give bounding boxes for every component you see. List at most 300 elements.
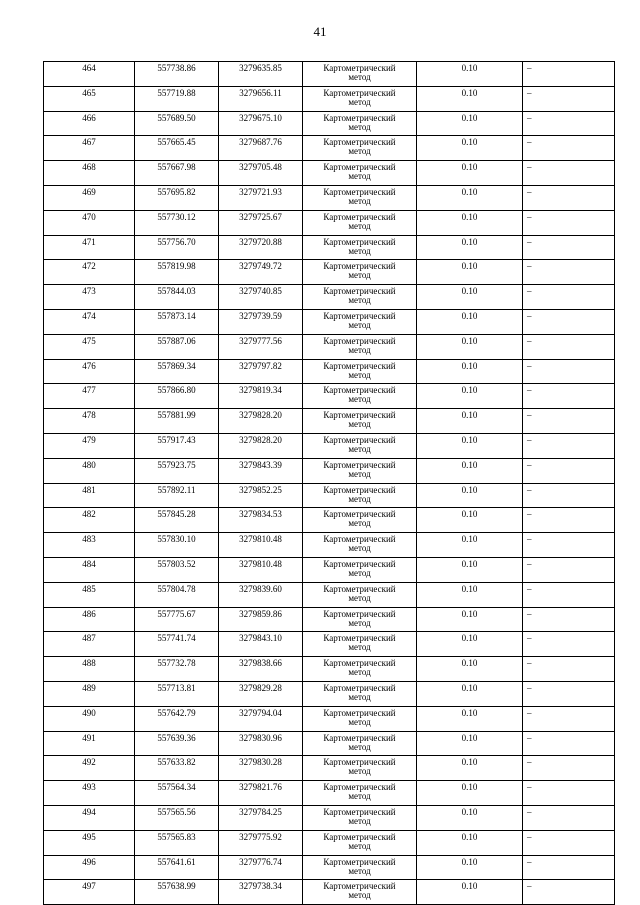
accuracy-cell: 0.10 (417, 185, 523, 210)
table-row (44, 111, 615, 136)
method-line-1: Картометрический (323, 608, 396, 619)
x-coordinate-cell: 557775.67 (135, 607, 219, 632)
method-line-2: метод (348, 766, 371, 777)
method-line-1: Картометрический (323, 484, 396, 495)
point-number-cell: 470 (44, 210, 135, 235)
y-coordinate-cell: 3279725.67 (219, 210, 303, 235)
note-cell: – (523, 880, 615, 905)
method-line-1: Картометрический (323, 286, 396, 297)
x-coordinate-cell: 557713.81 (135, 681, 219, 706)
method-line-2: метод (348, 270, 371, 281)
y-coordinate-cell: 3279776.74 (219, 855, 303, 880)
note-cell: – (523, 161, 615, 186)
note-cell: – (523, 334, 615, 359)
accuracy-cell: 0.10 (417, 557, 523, 582)
accuracy-cell: 0.10 (417, 830, 523, 855)
method-line-1: Картометрический (323, 831, 396, 842)
method-line-1: Картометрический (323, 63, 396, 73)
point-number-cell: 486 (44, 607, 135, 632)
method-line-2: метод (348, 667, 371, 678)
method-line-2: метод (348, 245, 371, 256)
point-number-cell: 464 (44, 62, 135, 87)
accuracy-cell: 0.10 (417, 433, 523, 458)
accuracy-cell: 0.10 (417, 805, 523, 830)
method-line-1: Картометрический (323, 261, 396, 272)
y-coordinate-cell: 3279838.66 (219, 657, 303, 682)
method-line-2: метод (348, 592, 371, 603)
point-number-cell: 465 (44, 86, 135, 111)
method-cell (303, 483, 417, 508)
point-number-cell: 479 (44, 433, 135, 458)
y-coordinate-cell: 3279720.88 (219, 235, 303, 260)
method-cell (303, 632, 417, 657)
method-line-1: Картометрический (323, 186, 396, 197)
point-number-cell: 471 (44, 235, 135, 260)
y-coordinate-cell: 3279739.59 (219, 309, 303, 334)
table-row (44, 830, 615, 855)
method-line-2: метод (348, 419, 371, 430)
note-cell: – (523, 86, 615, 111)
method-line-1: Картометрический (323, 360, 396, 371)
method-cell (303, 285, 417, 310)
accuracy-cell: 0.10 (417, 706, 523, 731)
method-line-2: метод (348, 443, 371, 454)
note-cell: – (523, 62, 615, 87)
accuracy-cell: 0.10 (417, 533, 523, 558)
y-coordinate-cell: 3279810.48 (219, 533, 303, 558)
y-coordinate-cell: 3279797.82 (219, 359, 303, 384)
x-coordinate-cell: 557695.82 (135, 185, 219, 210)
method-line-2: метод (348, 394, 371, 405)
method-line-1: Картометрический (323, 434, 396, 445)
point-number-cell: 493 (44, 781, 135, 806)
coordinates-table (43, 61, 615, 905)
table-row (44, 458, 615, 483)
method-cell (303, 508, 417, 533)
accuracy-cell: 0.10 (417, 111, 523, 136)
note-cell: – (523, 830, 615, 855)
point-number-cell: 484 (44, 557, 135, 582)
x-coordinate-cell: 557923.75 (135, 458, 219, 483)
method-line-1: Картометрический (323, 137, 396, 148)
method-cell (303, 681, 417, 706)
point-number-cell: 473 (44, 285, 135, 310)
method-line-1: Картометрический (323, 112, 396, 123)
point-number-cell: 469 (44, 185, 135, 210)
point-number-cell: 495 (44, 830, 135, 855)
accuracy-cell: 0.10 (417, 657, 523, 682)
y-coordinate-cell: 3279830.96 (219, 731, 303, 756)
method-cell (303, 111, 417, 136)
method-cell (303, 334, 417, 359)
accuracy-cell: 0.10 (417, 781, 523, 806)
point-number-cell: 478 (44, 409, 135, 434)
method-cell (303, 582, 417, 607)
x-coordinate-cell: 557866.80 (135, 384, 219, 409)
method-line-1: Картометрический (323, 856, 396, 867)
method-cell (303, 855, 417, 880)
y-coordinate-cell: 3279828.20 (219, 433, 303, 458)
accuracy-cell: 0.10 (417, 260, 523, 285)
y-coordinate-cell: 3279705.48 (219, 161, 303, 186)
method-line-2: метод (348, 468, 371, 479)
accuracy-cell: 0.10 (417, 582, 523, 607)
table-row (44, 309, 615, 334)
x-coordinate-cell: 557741.74 (135, 632, 219, 657)
point-number-cell: 489 (44, 681, 135, 706)
y-coordinate-cell: 3279656.11 (219, 86, 303, 111)
accuracy-cell: 0.10 (417, 359, 523, 384)
point-number-cell: 497 (44, 880, 135, 905)
method-line-2: метод (348, 344, 371, 355)
note-cell: – (523, 582, 615, 607)
method-line-1: Картометрический (323, 806, 396, 817)
note-cell: – (523, 210, 615, 235)
point-number-cell: 466 (44, 111, 135, 136)
method-line-2: метод (348, 642, 371, 653)
method-line-2: метод (348, 890, 371, 901)
method-cell (303, 384, 417, 409)
accuracy-cell: 0.10 (417, 334, 523, 359)
point-number-cell: 476 (44, 359, 135, 384)
accuracy-cell: 0.10 (417, 210, 523, 235)
accuracy-cell: 0.10 (417, 285, 523, 310)
x-coordinate-cell: 557830.10 (135, 533, 219, 558)
y-coordinate-cell: 3279859.86 (219, 607, 303, 632)
method-line-2: метод (348, 295, 371, 306)
note-cell: – (523, 359, 615, 384)
accuracy-cell: 0.10 (417, 607, 523, 632)
note-cell: – (523, 681, 615, 706)
accuracy-cell: 0.10 (417, 309, 523, 334)
table-row (44, 582, 615, 607)
point-number-cell: 480 (44, 458, 135, 483)
method-cell (303, 260, 417, 285)
point-number-cell: 472 (44, 260, 135, 285)
note-cell: – (523, 136, 615, 161)
y-coordinate-cell: 3279839.60 (219, 582, 303, 607)
method-line-1: Картометрический (323, 782, 396, 793)
method-cell (303, 756, 417, 781)
x-coordinate-cell: 557804.78 (135, 582, 219, 607)
y-coordinate-cell: 3279635.85 (219, 62, 303, 87)
table-row (44, 731, 615, 756)
page-number: 41 (313, 24, 327, 39)
y-coordinate-cell: 3279829.28 (219, 681, 303, 706)
table-row (44, 136, 615, 161)
y-coordinate-cell: 3279830.28 (219, 756, 303, 781)
method-line-1: Картометрический (323, 682, 396, 693)
x-coordinate-cell: 557638.99 (135, 880, 219, 905)
y-coordinate-cell: 3279740.85 (219, 285, 303, 310)
accuracy-cell: 0.10 (417, 86, 523, 111)
note-cell: – (523, 111, 615, 136)
point-number-cell: 475 (44, 334, 135, 359)
method-line-1: Картометрический (323, 211, 396, 222)
method-cell (303, 458, 417, 483)
method-line-1: Картометрический (323, 534, 396, 545)
x-coordinate-cell: 557803.52 (135, 557, 219, 582)
accuracy-cell: 0.10 (417, 235, 523, 260)
accuracy-cell: 0.10 (417, 880, 523, 905)
x-coordinate-cell: 557756.70 (135, 235, 219, 260)
method-line-1: Картометрический (323, 583, 396, 594)
x-coordinate-cell: 557689.50 (135, 111, 219, 136)
y-coordinate-cell: 3279843.10 (219, 632, 303, 657)
method-line-1: Картометрический (323, 732, 396, 743)
method-cell (303, 731, 417, 756)
note-cell: – (523, 235, 615, 260)
method-line-1: Картометрический (323, 757, 396, 768)
note-cell: – (523, 805, 615, 830)
method-line-2: метод (348, 146, 371, 157)
method-line-2: метод (348, 96, 371, 107)
table-row (44, 62, 615, 87)
accuracy-cell: 0.10 (417, 632, 523, 657)
method-cell (303, 210, 417, 235)
accuracy-cell: 0.10 (417, 483, 523, 508)
method-line-2: метод (348, 865, 371, 876)
accuracy-cell: 0.10 (417, 681, 523, 706)
point-number-cell: 474 (44, 309, 135, 334)
accuracy-cell: 0.10 (417, 855, 523, 880)
point-number-cell: 490 (44, 706, 135, 731)
y-coordinate-cell: 3279821.76 (219, 781, 303, 806)
point-number-cell: 477 (44, 384, 135, 409)
point-number-cell: 492 (44, 756, 135, 781)
x-coordinate-cell: 557887.06 (135, 334, 219, 359)
method-line-2: метод (348, 121, 371, 132)
method-line-2: метод (348, 716, 371, 727)
y-coordinate-cell: 3279721.93 (219, 185, 303, 210)
note-cell: – (523, 706, 615, 731)
x-coordinate-cell: 557732.78 (135, 657, 219, 682)
table-row (44, 235, 615, 260)
y-coordinate-cell: 3279834.53 (219, 508, 303, 533)
method-cell (303, 161, 417, 186)
note-cell: – (523, 756, 615, 781)
method-line-2: метод (348, 543, 371, 554)
table-row (44, 433, 615, 458)
method-cell (303, 309, 417, 334)
method-cell (303, 433, 417, 458)
table-row (44, 557, 615, 582)
method-line-2: метод (348, 72, 371, 82)
table-row (44, 409, 615, 434)
method-line-1: Картометрический (323, 658, 396, 669)
method-line-2: метод (348, 171, 371, 182)
x-coordinate-cell: 557844.03 (135, 285, 219, 310)
table-row (44, 161, 615, 186)
point-number-cell: 496 (44, 855, 135, 880)
point-number-cell: 488 (44, 657, 135, 682)
method-line-1: Картометрический (323, 87, 396, 98)
note-cell: – (523, 781, 615, 806)
table-row (44, 185, 615, 210)
method-cell (303, 409, 417, 434)
point-number-cell: 494 (44, 805, 135, 830)
note-cell: – (523, 309, 615, 334)
y-coordinate-cell: 3279794.04 (219, 706, 303, 731)
note-cell: – (523, 260, 615, 285)
note-cell: – (523, 508, 615, 533)
table-row (44, 359, 615, 384)
method-line-2: метод (348, 815, 371, 826)
method-cell (303, 880, 417, 905)
table-row (44, 781, 615, 806)
method-cell (303, 557, 417, 582)
accuracy-cell: 0.10 (417, 384, 523, 409)
table-row (44, 607, 615, 632)
note-cell: – (523, 458, 615, 483)
note-cell: – (523, 657, 615, 682)
table-row (44, 657, 615, 682)
point-number-cell: 483 (44, 533, 135, 558)
method-line-1: Картометрический (323, 385, 396, 396)
method-cell (303, 781, 417, 806)
table-row (44, 706, 615, 731)
table-row (44, 805, 615, 830)
method-cell (303, 805, 417, 830)
note-cell: – (523, 185, 615, 210)
table-row (44, 632, 615, 657)
method-line-2: метод (348, 369, 371, 380)
table-row (44, 285, 615, 310)
x-coordinate-cell: 557869.34 (135, 359, 219, 384)
table-row (44, 334, 615, 359)
point-number-cell: 468 (44, 161, 135, 186)
x-coordinate-cell: 557565.56 (135, 805, 219, 830)
method-line-2: метод (348, 220, 371, 231)
accuracy-cell: 0.10 (417, 136, 523, 161)
x-coordinate-cell: 557641.61 (135, 855, 219, 880)
y-coordinate-cell: 3279784.25 (219, 805, 303, 830)
table-row (44, 880, 615, 905)
method-line-2: метод (348, 691, 371, 702)
point-number-cell: 482 (44, 508, 135, 533)
method-line-1: Картометрический (323, 310, 396, 321)
method-cell (303, 607, 417, 632)
table-row (44, 483, 615, 508)
point-number-cell: 487 (44, 632, 135, 657)
note-cell: – (523, 409, 615, 434)
method-line-1: Картометрический (323, 707, 396, 718)
method-line-2: метод (348, 195, 371, 206)
table-body (44, 62, 615, 905)
y-coordinate-cell: 3279687.76 (219, 136, 303, 161)
method-line-2: метод (348, 840, 371, 851)
note-cell: – (523, 557, 615, 582)
table-row (44, 756, 615, 781)
table-row (44, 508, 615, 533)
method-line-2: метод (348, 617, 371, 628)
x-coordinate-cell: 557639.36 (135, 731, 219, 756)
y-coordinate-cell: 3279775.92 (219, 830, 303, 855)
x-coordinate-cell: 557665.45 (135, 136, 219, 161)
note-cell: – (523, 384, 615, 409)
method-line-2: метод (348, 319, 371, 330)
x-coordinate-cell: 557881.99 (135, 409, 219, 434)
method-cell (303, 136, 417, 161)
method-line-1: Картометрический (323, 459, 396, 470)
method-line-2: метод (348, 567, 371, 578)
table-row (44, 86, 615, 111)
table-row (44, 855, 615, 880)
method-line-1: Картометрический (323, 881, 396, 892)
note-cell: – (523, 855, 615, 880)
x-coordinate-cell: 557719.88 (135, 86, 219, 111)
note-cell: – (523, 285, 615, 310)
point-number-cell: 491 (44, 731, 135, 756)
note-cell: – (523, 533, 615, 558)
method-line-1: Картометрический (323, 162, 396, 173)
y-coordinate-cell: 3279749.72 (219, 260, 303, 285)
x-coordinate-cell: 557633.82 (135, 756, 219, 781)
table-row (44, 384, 615, 409)
x-coordinate-cell: 557642.79 (135, 706, 219, 731)
y-coordinate-cell: 3279843.39 (219, 458, 303, 483)
method-cell (303, 62, 417, 87)
accuracy-cell: 0.10 (417, 731, 523, 756)
table-row (44, 260, 615, 285)
y-coordinate-cell: 3279777.56 (219, 334, 303, 359)
method-cell (303, 359, 417, 384)
accuracy-cell: 0.10 (417, 508, 523, 533)
table-row (44, 681, 615, 706)
y-coordinate-cell: 3279828.20 (219, 409, 303, 434)
y-coordinate-cell: 3279819.34 (219, 384, 303, 409)
y-coordinate-cell: 3279852.25 (219, 483, 303, 508)
accuracy-cell: 0.10 (417, 161, 523, 186)
point-number-cell: 467 (44, 136, 135, 161)
y-coordinate-cell: 3279810.48 (219, 557, 303, 582)
x-coordinate-cell: 557738.86 (135, 62, 219, 87)
y-coordinate-cell: 3279675.10 (219, 111, 303, 136)
method-line-1: Картометрический (323, 558, 396, 569)
method-cell (303, 830, 417, 855)
method-line-2: метод (348, 741, 371, 752)
accuracy-cell: 0.10 (417, 756, 523, 781)
note-cell: – (523, 607, 615, 632)
method-line-1: Картометрический (323, 335, 396, 346)
method-line-1: Картометрический (323, 633, 396, 644)
x-coordinate-cell: 557730.12 (135, 210, 219, 235)
note-cell: – (523, 433, 615, 458)
x-coordinate-cell: 557845.28 (135, 508, 219, 533)
method-line-2: метод (348, 518, 371, 529)
method-cell (303, 185, 417, 210)
note-cell: – (523, 483, 615, 508)
table-row (44, 533, 615, 558)
accuracy-cell: 0.10 (417, 409, 523, 434)
method-line-1: Картометрический (323, 410, 396, 421)
method-line-1: Картометрический (323, 509, 396, 520)
note-cell: – (523, 632, 615, 657)
method-cell (303, 533, 417, 558)
method-cell (303, 657, 417, 682)
table-row (44, 210, 615, 235)
accuracy-cell: 0.10 (417, 62, 523, 87)
x-coordinate-cell: 557819.98 (135, 260, 219, 285)
y-coordinate-cell: 3279738.34 (219, 880, 303, 905)
x-coordinate-cell: 557917.43 (135, 433, 219, 458)
note-cell: – (523, 731, 615, 756)
point-number-cell: 485 (44, 582, 135, 607)
accuracy-cell: 0.10 (417, 458, 523, 483)
x-coordinate-cell: 557873.14 (135, 309, 219, 334)
point-number-cell: 481 (44, 483, 135, 508)
method-line-1: Картометрический (323, 236, 396, 247)
